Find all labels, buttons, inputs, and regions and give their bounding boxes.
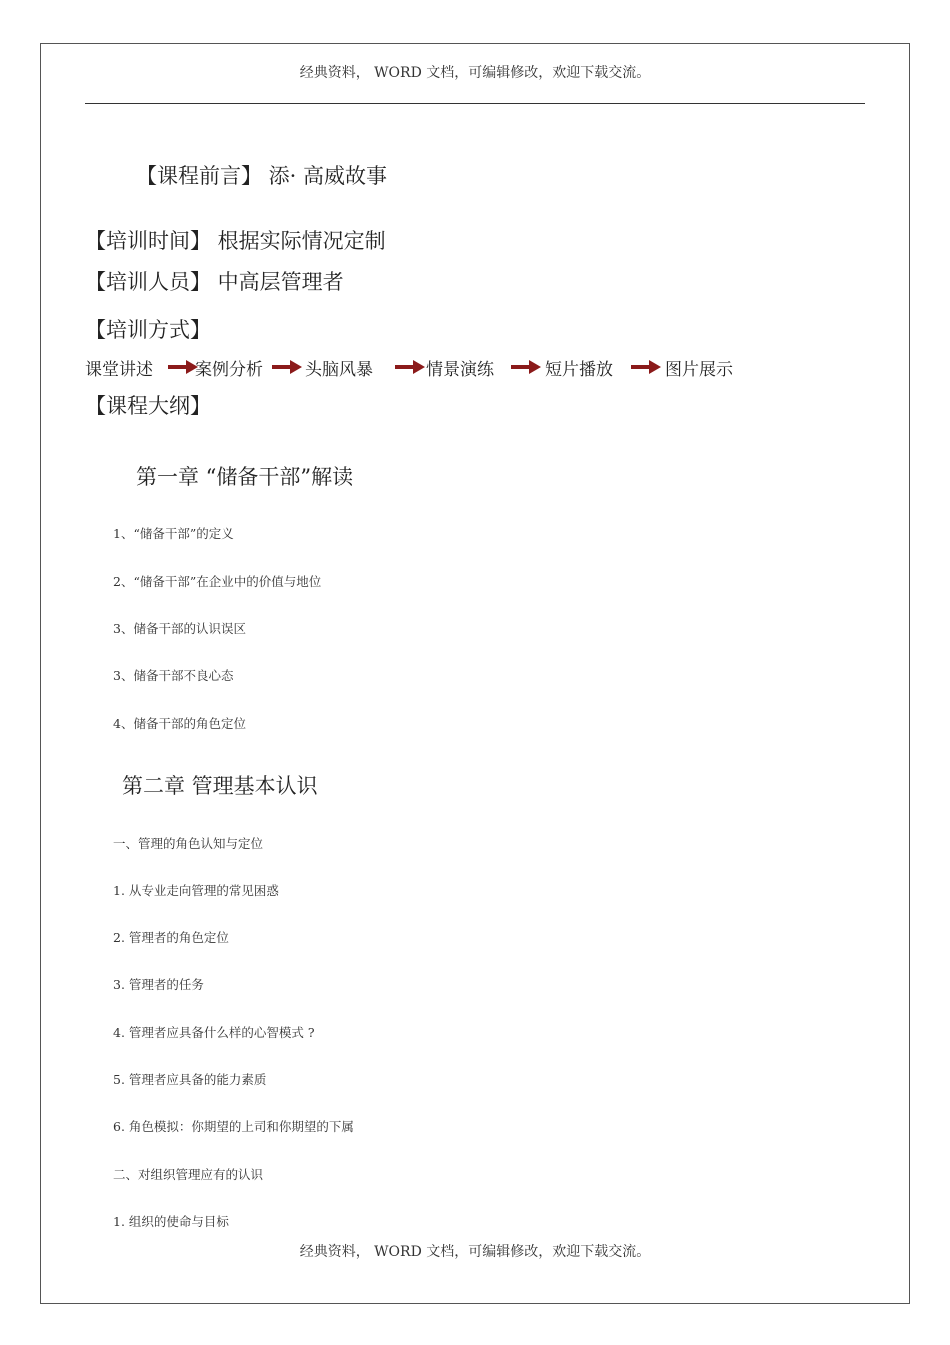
page-header: 经典资料， WORD 文档，可编辑修改，欢迎下载交流。	[299, 65, 651, 81]
arrow-right-icon	[511, 359, 541, 375]
method-step: 情景演练	[426, 360, 494, 380]
training-people: 【培训人员】 中高层管理者	[85, 270, 344, 294]
course-outline-title: 【课程大纲】	[85, 394, 211, 418]
chapter2-item: 2. 管理者的角色定位	[113, 930, 229, 945]
chapter2-title: 第二章 管理基本认识	[122, 774, 318, 798]
chapter2-item: 1. 从专业走向管理的常见困惑	[113, 883, 279, 898]
page-footer: 经典资料， WORD 文档，可编辑修改，欢迎下载交流。	[299, 1244, 651, 1260]
arrow-right-icon	[168, 359, 198, 375]
chapter1-item: 3、储备干部的认识误区	[113, 621, 246, 636]
arrow-right-icon	[631, 359, 661, 375]
chapter2-item: 3. 管理者的任务	[113, 977, 204, 992]
training-method-title: 【培训方式】	[85, 318, 211, 342]
training-time: 【培训时间】 根据实际情况定制	[85, 229, 386, 253]
chapter1-item: 4、储备干部的角色定位	[113, 716, 246, 731]
chapter1-title: 第一章 “储备干部”解读	[136, 465, 354, 489]
method-step: 案例分析	[195, 360, 263, 380]
arrow-right-icon	[272, 359, 302, 375]
chapter2-item: 5. 管理者应具备的能力素质	[113, 1072, 267, 1087]
chapter2-item: 4. 管理者应具备什么样的心智模式 ?	[113, 1025, 315, 1040]
method-step: 图片展示	[665, 360, 733, 380]
chapter1-item: 2、“储备干部”在企业中的价值与地位	[113, 574, 322, 589]
chapter1-item: 1、“储备干部”的定义	[113, 526, 234, 541]
chapter2-item: 一、管理的角色认知与定位	[113, 836, 264, 851]
course-preface: 【课程前言】 添· 高威故事	[136, 164, 388, 188]
method-step: 课堂讲述	[85, 360, 153, 380]
chapter1-item: 3、储备干部不良心态	[113, 668, 234, 683]
header-rule	[85, 103, 865, 104]
arrow-right-icon	[395, 359, 425, 375]
chapter2-item: 6. 角色模拟：你期望的上司和你期望的下属	[113, 1119, 354, 1134]
method-step: 头脑风暴	[305, 360, 373, 380]
chapter2-item: 二、对组织管理应有的认识	[113, 1167, 264, 1182]
chapter2-item: 1. 组织的使命与目标	[113, 1214, 229, 1229]
method-step: 短片播放	[545, 360, 613, 380]
